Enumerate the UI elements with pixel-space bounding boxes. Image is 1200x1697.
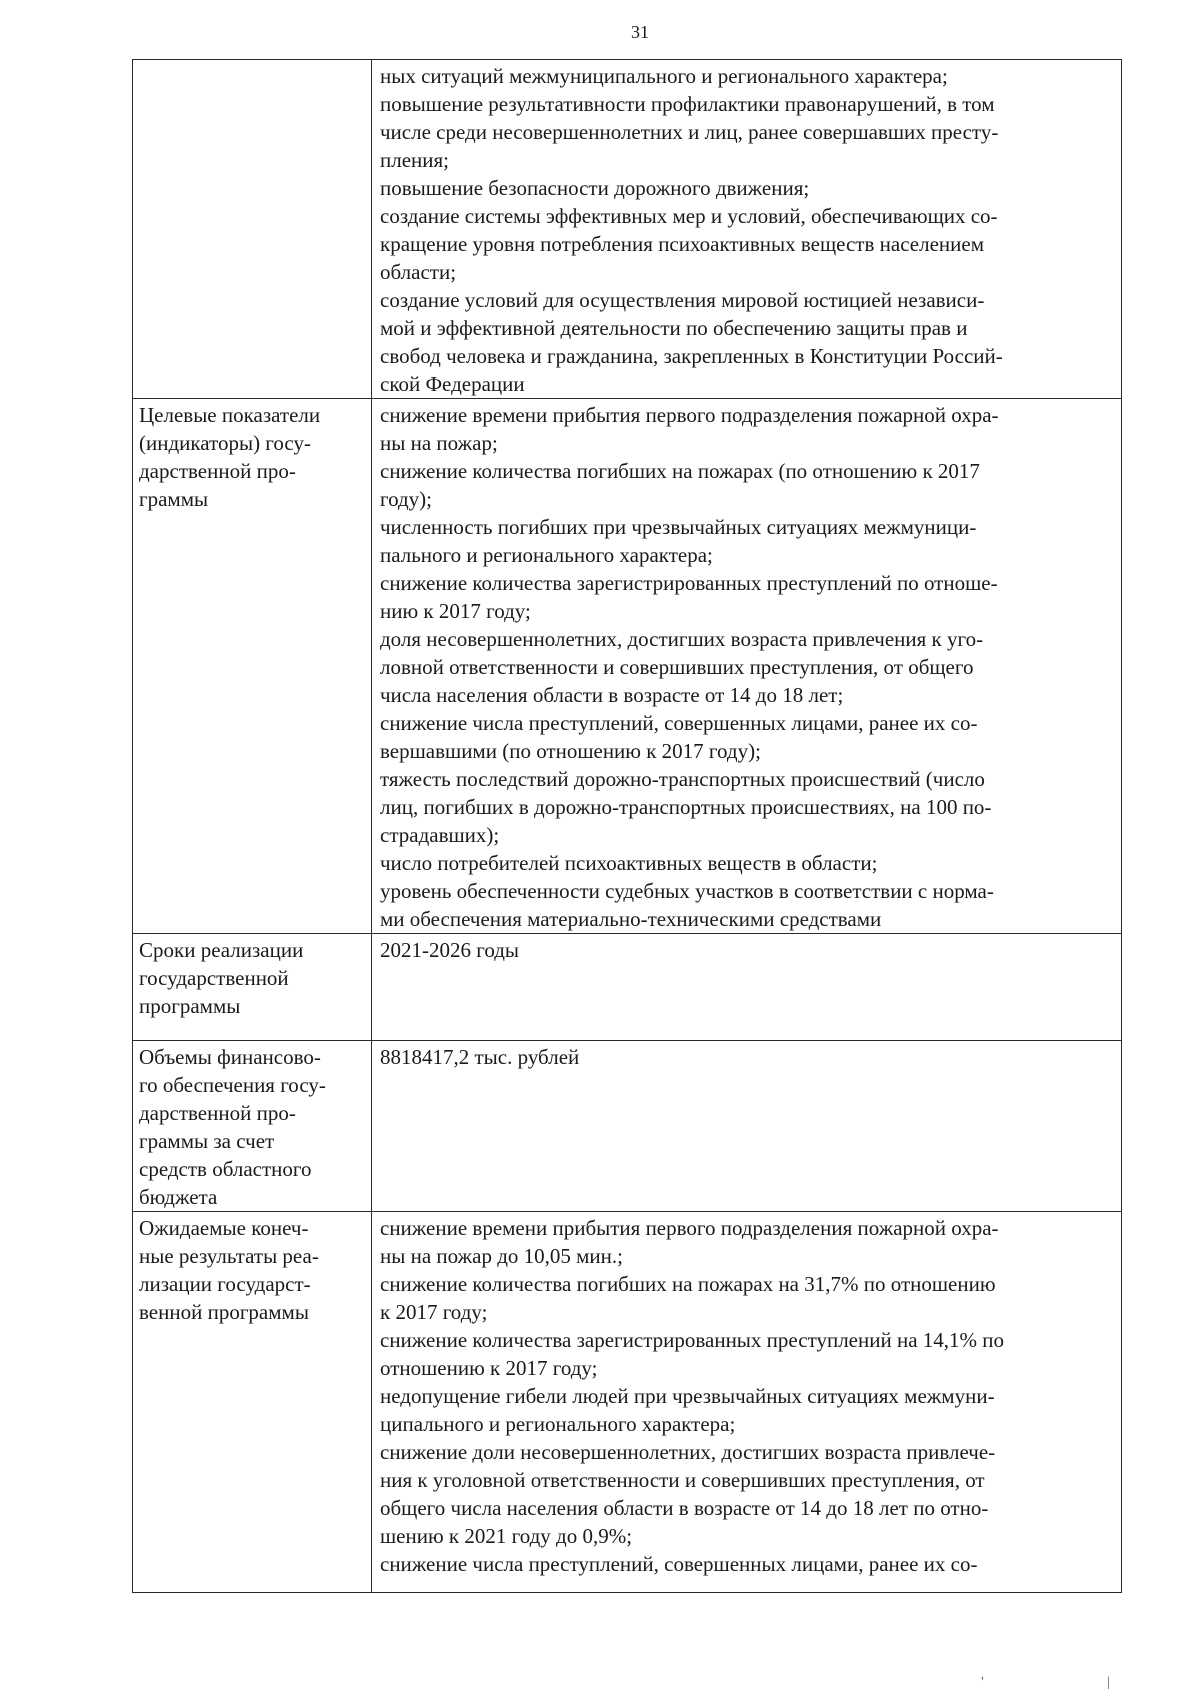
label-line: Сроки реализации [139, 938, 304, 962]
content-line: ны на пожар; [380, 431, 498, 455]
label-line: государственной [139, 966, 289, 990]
content-line: 8818417,2 тыс. рублей [380, 1045, 580, 1069]
row-label-cell [133, 60, 372, 399]
content-line: тяжесть последствий дорожно-транспортных происшествий (число [380, 767, 985, 791]
content-line: 2021-2026 годы [380, 938, 520, 962]
label-line: бюджета [139, 1185, 218, 1209]
content-line: снижение времени прибытия первого подразделения пожарной охра- [380, 403, 999, 427]
scan-edge-marks: ' | [981, 1675, 1170, 1690]
content-line: кращение уровня потребления психоактивных веществ населением [380, 232, 984, 256]
content-line: создание условий для осуществления мировой юстицией независи- [380, 288, 985, 312]
content-line: шению к 2021 году до 0,9%; [380, 1524, 633, 1548]
label-line: лизации государст- [139, 1272, 311, 1296]
table-row [133, 1212, 1122, 1593]
table-row [133, 1041, 1122, 1212]
row-label-cell [133, 1041, 372, 1212]
content-line: снижение количества зарегистрированных преступлений на 14,1% по [380, 1328, 1005, 1352]
content-line: ния к уголовной ответственности и совершивших преступления, от [380, 1468, 985, 1492]
content-line: области; [380, 260, 457, 284]
content-line: пления; [380, 148, 450, 172]
row-content-cell [372, 1041, 1122, 1212]
content-line: уровень обеспеченности судебных участков в соответствии с норма- [380, 879, 994, 903]
label-line: Объемы финансово- [139, 1045, 321, 1069]
content-line: снижение доли несовершеннолетних, достигших возраста привлече- [380, 1440, 996, 1464]
content-line: ловной ответственности и совершивших преступления, от общего [380, 655, 974, 679]
content-line: ципального и регионального характера; [380, 1412, 736, 1436]
content-line: общего числа населения области в возрасте от 14 до 18 лет по отно- [380, 1496, 989, 1520]
row-content-cell [372, 60, 1122, 399]
label-line: го обеспечения госу- [139, 1073, 326, 1097]
label-line: граммы [139, 487, 209, 511]
page-number: 31 [631, 22, 649, 42]
row-content-cell [372, 934, 1122, 1041]
content-line: лиц, погибших в дорожно-транспортных происшествиях, на 100 по- [380, 795, 992, 819]
content-line: страдавших); [380, 823, 500, 847]
content-line: число потребителей психоактивных веществ в области; [380, 851, 878, 875]
content-line: нию к 2017 году; [380, 599, 531, 623]
label-line: дарственной про- [139, 459, 296, 483]
row-label-cell [133, 399, 372, 934]
table-row [133, 934, 1122, 1041]
label-line: средств областного [139, 1157, 312, 1181]
table-row [133, 60, 1122, 399]
content-line: к 2017 году; [380, 1300, 488, 1324]
content-line: ных ситуаций межмуниципального и регионального характера; [380, 64, 948, 88]
content-line: снижение количества зарегистрированных преступлений по отноше- [380, 571, 998, 595]
content-line: ской Федерации [380, 372, 525, 396]
label-line: программы [139, 994, 241, 1018]
content-line: повышение результативности профилактики правонарушений, в том [380, 92, 995, 116]
label-line: (индикаторы) госу- [139, 431, 311, 455]
label-line: граммы за счет [139, 1129, 275, 1153]
content-line: вершавшими (по отношению к 2017 году); [380, 739, 761, 763]
content-line: числа населения области в возрасте от 14 до 18 лет; [380, 683, 844, 707]
content-line: доля несовершеннолетних, достигших возраста привлечения к уго- [380, 627, 984, 651]
content-line: свобод человека и гражданина, закрепленных в Конституции Россий- [380, 344, 1003, 368]
content-line: снижение количества погибших на пожарах (по отношению к 2017 [380, 459, 980, 483]
row-label-cell [133, 1212, 372, 1593]
label-line: ные результаты реа- [139, 1244, 319, 1268]
content-line: году); [380, 487, 432, 511]
table-row [133, 399, 1122, 934]
content-line: повышение безопасности дорожного движения; [380, 176, 810, 200]
content-line: числе среди несовершеннолетних и лиц, ранее совершавших престу- [380, 120, 999, 144]
row-content-cell [372, 1212, 1122, 1593]
content-line: создание системы эффективных мер и условий, обеспечивающих со- [380, 204, 998, 228]
program-passport-table [132, 59, 1122, 1593]
content-line: снижение числа преступлений, совершенных лицами, ранее их со- [380, 711, 978, 735]
content-line: снижение числа преступлений, совершенных лицами, ранее их со- [380, 1552, 978, 1576]
content-line: мой и эффективной деятельности по обеспечению защиты прав и [380, 316, 968, 340]
label-line: венной программы [139, 1300, 309, 1324]
content-line: недопущение гибели людей при чрезвычайных ситуациях межмуни- [380, 1384, 995, 1408]
content-line: численность погибших при чрезвычайных ситуациях межмуници- [380, 515, 977, 539]
label-line: Ожидаемые конеч- [139, 1216, 309, 1240]
content-line: снижение количества погибших на пожарах на 31,7% по отношению [380, 1272, 996, 1296]
content-line: пального и регионального характера; [380, 543, 713, 567]
label-line: Целевые показатели [139, 403, 321, 427]
content-line: отношению к 2017 году; [380, 1356, 598, 1380]
row-content-cell [372, 399, 1122, 934]
row-label-cell [133, 934, 372, 1041]
label-line: дарственной про- [139, 1101, 296, 1125]
content-line: ми обеспечения материально-техническими средствами [380, 907, 882, 931]
content-line: снижение времени прибытия первого подразделения пожарной охра- [380, 1216, 999, 1240]
content-line: ны на пожар до 10,05 мин.; [380, 1244, 623, 1268]
